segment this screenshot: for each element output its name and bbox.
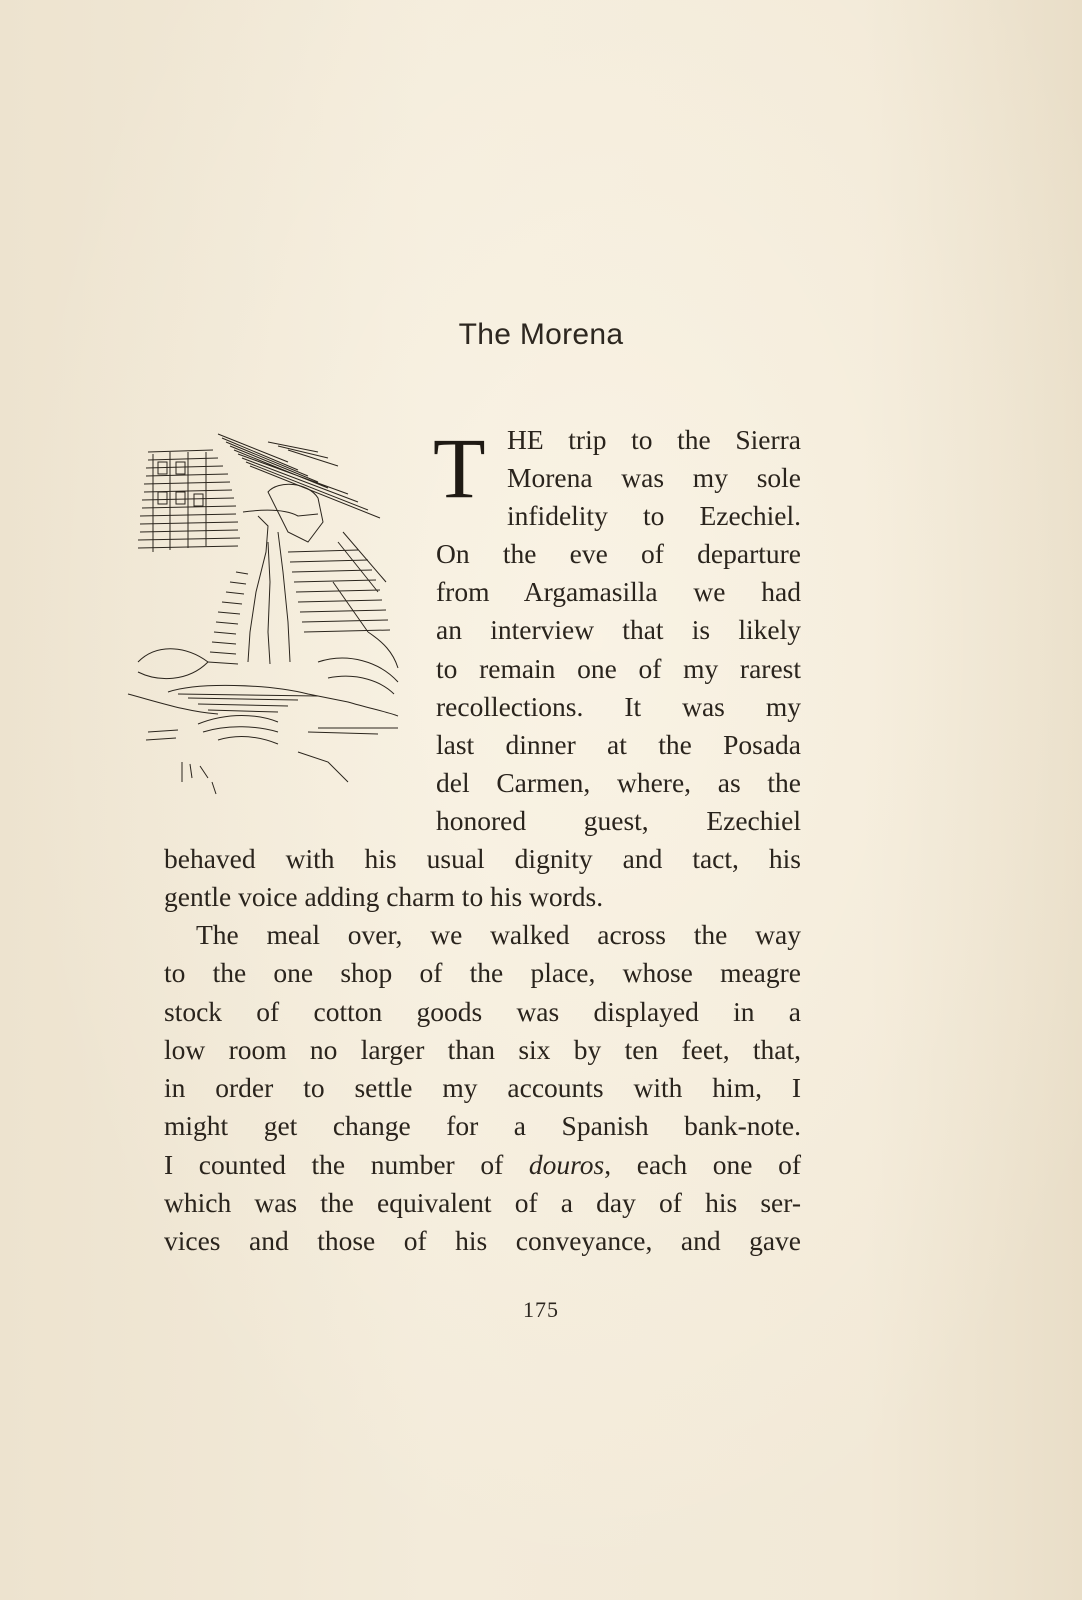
text-line: recollections. It was my [436, 691, 801, 722]
text-line: gentle voice adding charm to his words. [164, 881, 604, 912]
text-line: Morena was my sole [507, 462, 801, 493]
text-line: low room no larger than six by ten feet, that, [164, 1034, 801, 1065]
text-line: from Argamasilla we had [436, 576, 801, 607]
italic-word: douros [528, 1149, 605, 1180]
text-line: last dinner at the Posada [436, 729, 801, 760]
text-line: in order to settle my accounts with him, I [164, 1072, 801, 1103]
text-line: HE trip to the Sierra [507, 424, 801, 455]
text-line: to the one shop of the place, whose meagre [164, 957, 801, 988]
text-segment: I counted the number of [164, 1149, 504, 1180]
text-segment: , each one of [604, 1149, 802, 1180]
text-line: to remain one of my rarest [436, 653, 801, 684]
text-line: vices and those of his conveyance, and gave [164, 1225, 801, 1256]
text-line: del Carmen, where, as the [436, 767, 801, 798]
text-line: infidelity to Ezechiel. [507, 500, 801, 531]
drop-cap: T [433, 420, 486, 516]
text-line: which was the equivalent of a day of his ser- [164, 1187, 801, 1218]
text-line: behaved with his usual dignity and tact, his [164, 843, 801, 874]
text-line [164, 1146, 801, 1184]
text-line: The meal over, we walked across the way [196, 919, 801, 950]
text-line: On the eve of departure [436, 538, 801, 569]
text-line: honored guest, Ezechiel [436, 805, 801, 836]
text-line: might get change for a Spanish bank-note. [164, 1110, 801, 1141]
page-number: 175 [523, 1297, 559, 1322]
decorative-illustration [118, 432, 410, 820]
text-line: stock of cotton goods was displayed in a [164, 996, 801, 1027]
text-line: an interview that is likely [436, 614, 801, 645]
running-head: The Morena [458, 318, 624, 351]
